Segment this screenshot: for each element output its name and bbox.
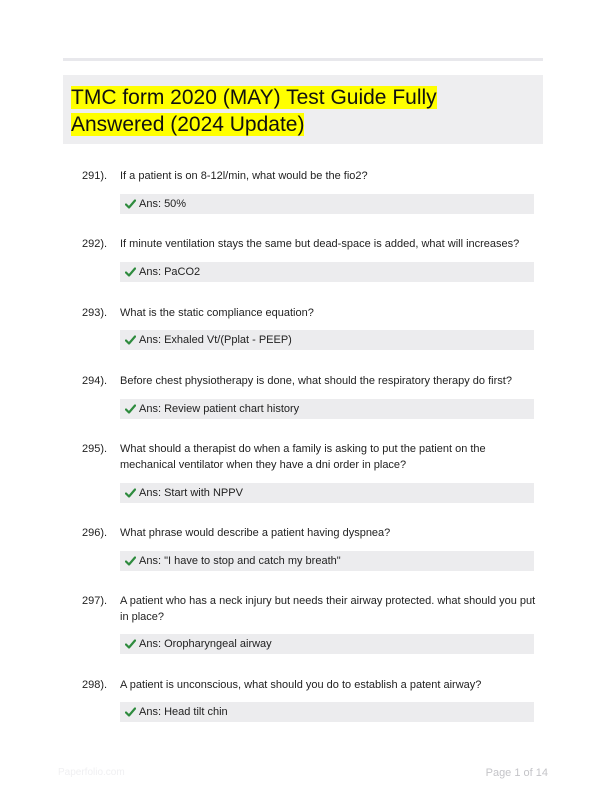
- question-number: 292).: [82, 238, 108, 250]
- question-number: 294).: [82, 375, 108, 387]
- answer-box: [120, 702, 534, 722]
- question-text: A patient who has a neck injury but needs their airway protected. what should you put in place?: [120, 595, 536, 623]
- answer-box: [120, 262, 534, 282]
- answer-box: [120, 330, 534, 350]
- question-text: What is the static compliance equation?: [120, 307, 314, 319]
- document-title: TMC form 2020 (MAY) Test Guide Fully Answered (2024 Update): [71, 86, 437, 136]
- answer-text: Ans: Review patient chart history: [139, 403, 300, 415]
- question-text: Before chest physiotherapy is done, what should the respiratory therapy do first?: [120, 375, 512, 387]
- question-number: 296).: [82, 527, 108, 539]
- question-number: 297).: [82, 595, 108, 607]
- answer-box: [120, 399, 534, 419]
- check-icon: [125, 488, 136, 498]
- question-text: If a patient is on 8-12l/min, what would be the fio2?: [120, 170, 368, 182]
- check-icon: [125, 556, 136, 566]
- answer-box: [120, 634, 534, 654]
- check-icon: [125, 267, 136, 277]
- check-icon: [125, 404, 136, 414]
- check-icon: [125, 707, 136, 717]
- question-text: What phrase would describe a patient having dyspnea?: [120, 527, 391, 539]
- answer-text: Ans: Start with NPPV: [139, 487, 243, 499]
- answer-box: [120, 483, 534, 503]
- answer-text: Ans: Head tilt chin: [139, 706, 228, 718]
- answer-text: Ans: 50%: [139, 198, 187, 210]
- question-number: 295).: [82, 443, 108, 455]
- answer-text: Ans: PaCO2: [139, 266, 201, 278]
- page-indicator: Page 1 of 14: [485, 767, 548, 779]
- question-text: If minute ventilation stays the same but dead-space is added, what will increases?: [120, 238, 520, 250]
- question-number: 291).: [82, 170, 108, 182]
- check-icon: [125, 199, 136, 209]
- answer-text: Ans: Exhaled Vt/(Pplat - PEEP): [139, 334, 292, 346]
- answer-box: [120, 551, 534, 571]
- check-icon: [125, 639, 136, 649]
- answer-box: [120, 194, 534, 214]
- question-number: 293).: [82, 307, 108, 319]
- question-text: A patient is unconscious, what should you do to establish a patent airway?: [120, 679, 482, 691]
- answer-text: Ans: Oropharyngeal airway: [139, 638, 272, 650]
- question-text: What should a therapist do when a family is asking to put the patient on the mechanical ventilator when they have a dni order in place?: [120, 443, 486, 471]
- answer-text: Ans: "I have to stop and catch my breath": [139, 555, 341, 567]
- top-divider: [63, 58, 543, 61]
- question-number: 298).: [82, 679, 108, 691]
- footer-watermark: Paperfolio.com: [58, 767, 125, 778]
- check-icon: [125, 335, 136, 345]
